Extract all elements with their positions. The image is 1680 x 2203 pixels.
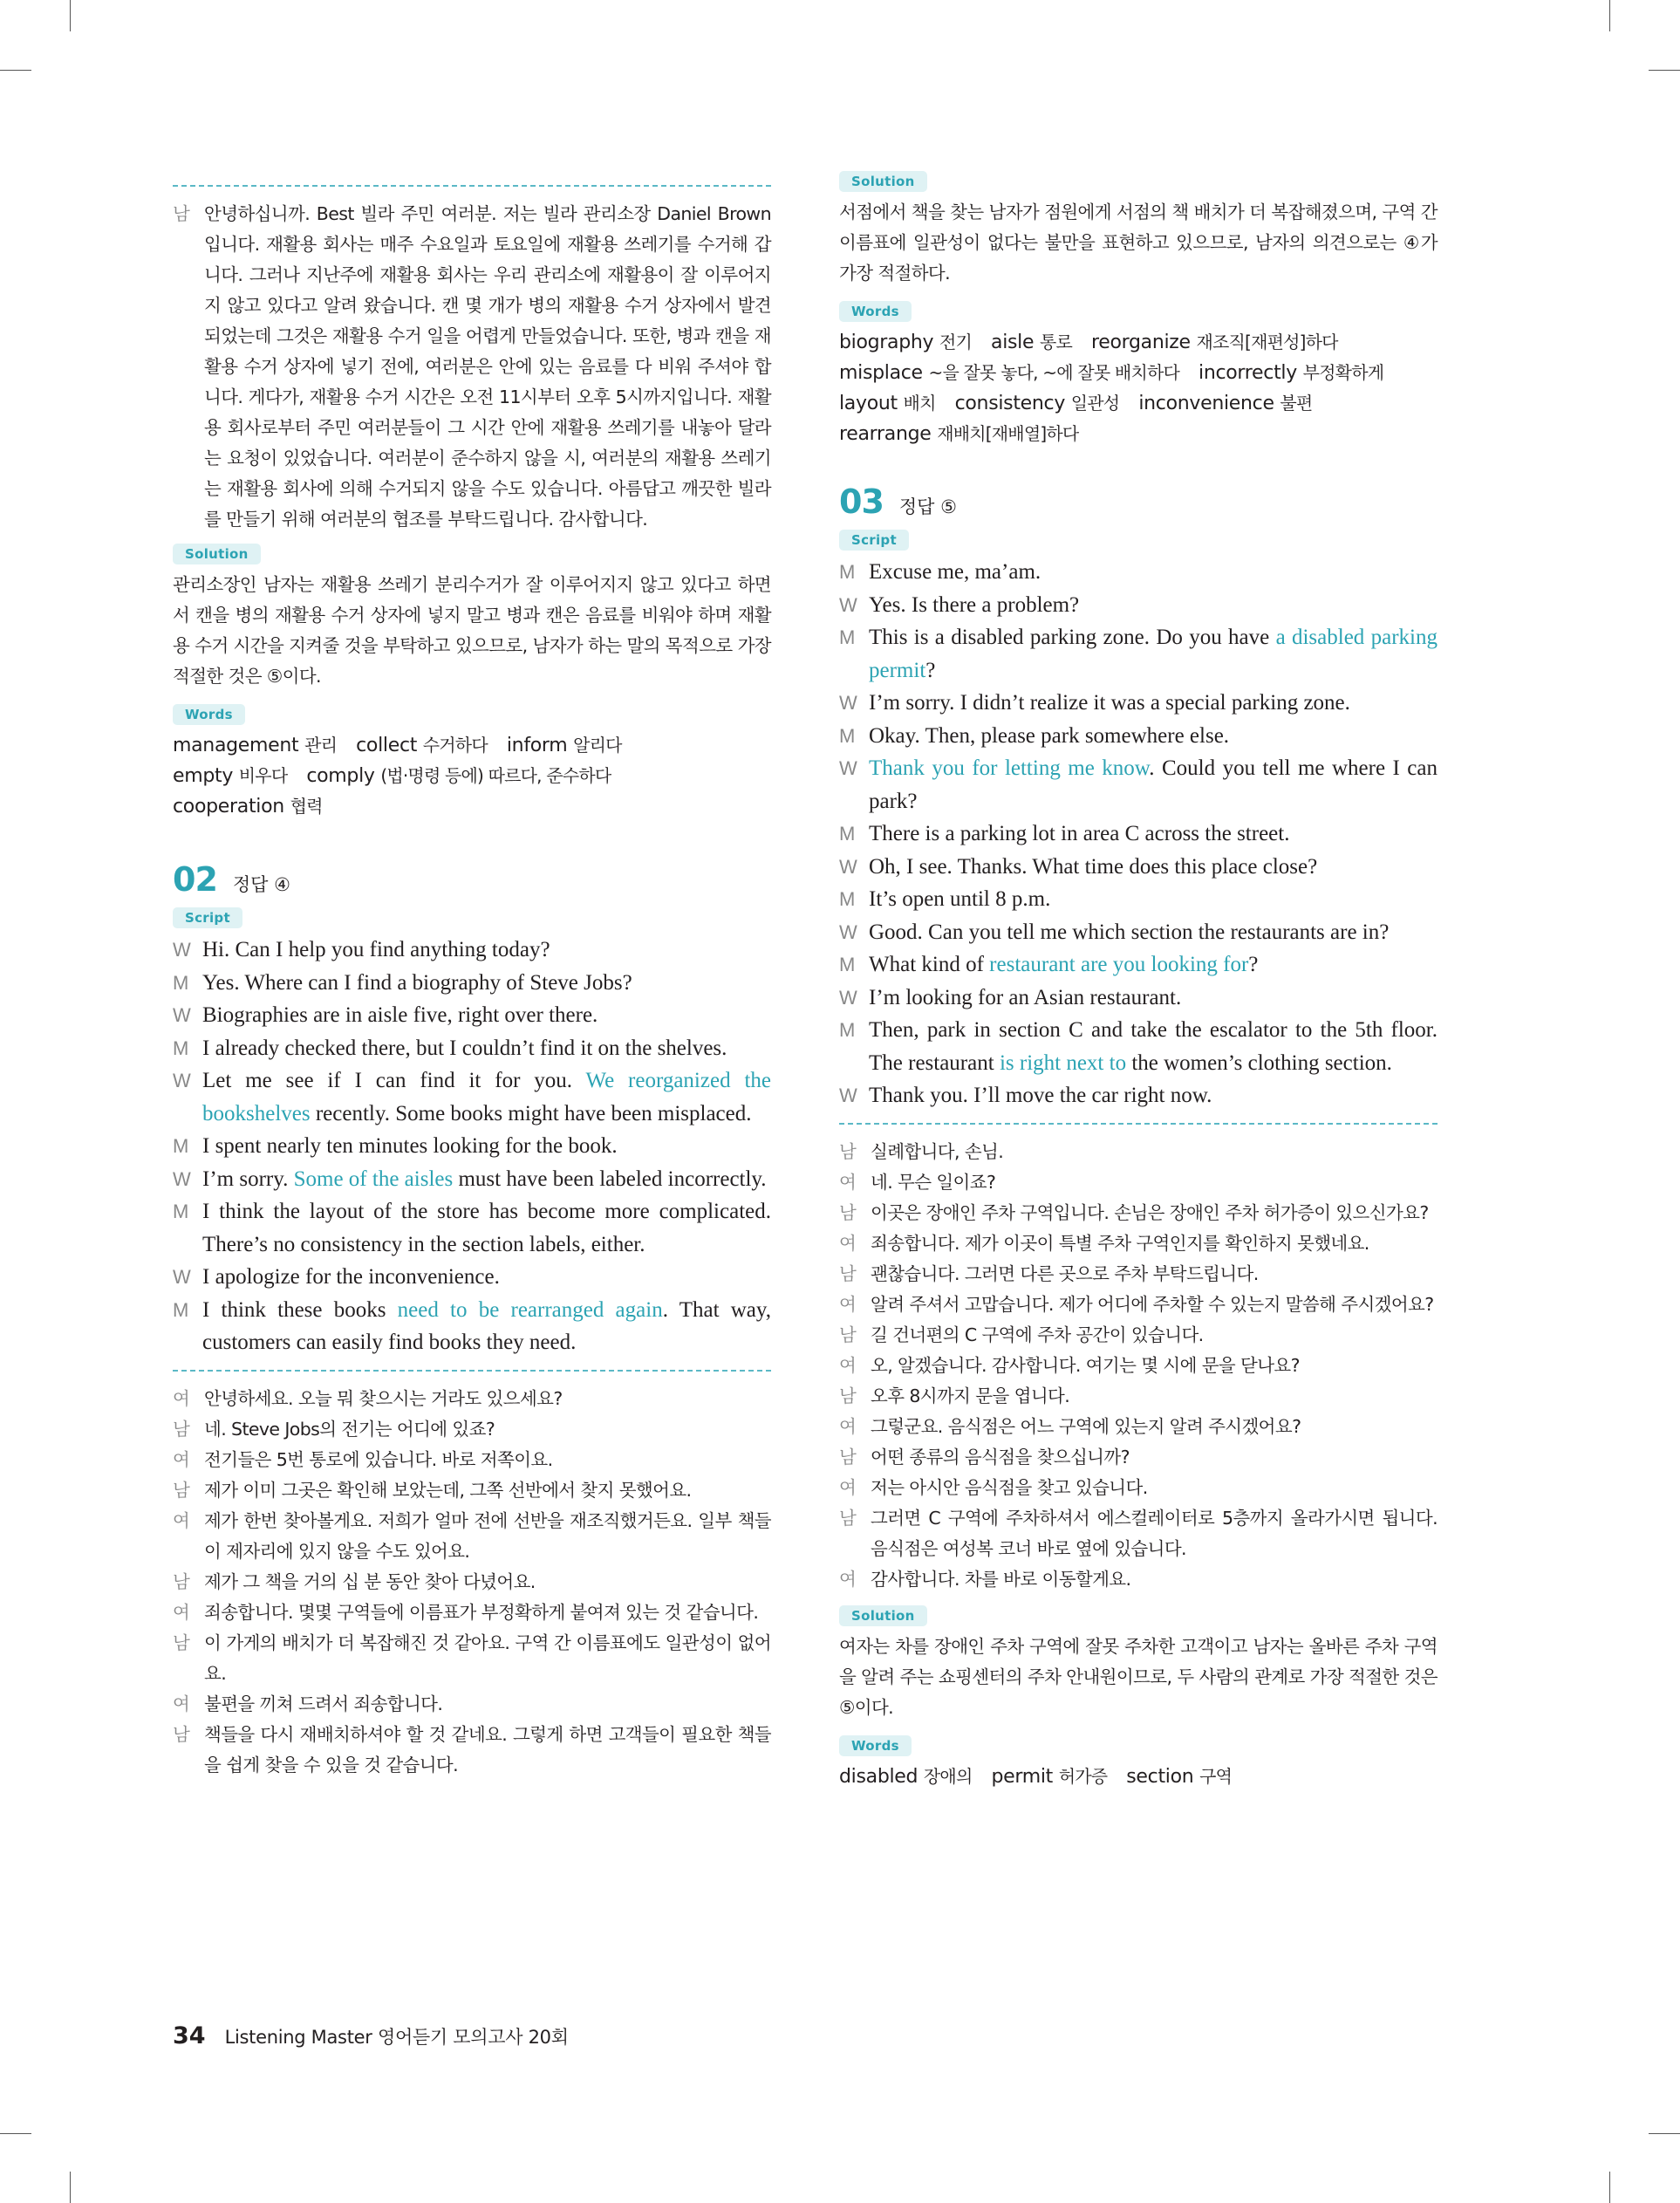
script-text	[869, 1079, 1438, 1112]
script-text	[869, 948, 1438, 982]
speaker-label: 남	[173, 203, 190, 224]
word-ko: 구역	[1199, 1765, 1233, 1787]
translation-text: 전기들은 5번 통로에 있습니다. 바로 저쪽이요.	[204, 1448, 553, 1470]
speaker-label: 남	[173, 1632, 190, 1653]
speaker-label: 여	[839, 1171, 857, 1193]
translation-text: 제가 이미 그곳은 확인해 보았는데, 그쪽 선반에서 찾지 못했어요.	[204, 1479, 692, 1501]
script-text	[202, 1163, 771, 1196]
script-phrase: Let me see if I can find it for you.	[202, 1069, 586, 1092]
script-phrase: I’m looking for an Asian restaurant.	[869, 985, 1182, 1009]
translation-line	[839, 1228, 1438, 1259]
speaker-label: M	[173, 971, 189, 994]
script-line	[839, 556, 1438, 589]
script-phrase: There is a parking lot in area C across the street.	[869, 822, 1290, 845]
highlighted-phrase: is right next to	[999, 1050, 1127, 1075]
speaker-label: 여	[839, 1568, 857, 1590]
word-entry	[991, 1766, 1107, 1788]
script-text	[869, 982, 1438, 1015]
crop-mark	[70, 2172, 71, 2203]
word-entry	[839, 423, 1078, 445]
script-phrase: Thank you. I’ll move the car right now.	[869, 1084, 1212, 1107]
word-entry	[839, 393, 936, 414]
script-phrase: I spent nearly ten minutes looking for the book.	[202, 1134, 618, 1158]
word-ko: 배치	[903, 393, 936, 414]
word-entry	[1126, 1766, 1232, 1788]
q03-words-badge: Words	[839, 1735, 912, 1756]
script-phrase: Oh, I see. Thanks. What time does this place close?	[869, 854, 1318, 879]
translation-text: 제가 한번 찾아볼게요. 저희가 얼마 전에 선반을 재조직했거든요. 일부 책들이 제자리에 있지 않을 수도 있어요.	[204, 1509, 771, 1562]
words-row	[173, 761, 771, 791]
script-text	[869, 589, 1438, 622]
q02-script	[173, 934, 771, 1359]
script-text	[202, 1032, 771, 1065]
word-en: permit	[991, 1765, 1053, 1788]
word-en: misplace	[839, 362, 923, 384]
divider	[839, 1123, 1438, 1125]
word-entry	[991, 332, 1072, 353]
speaker-label: 남	[839, 1385, 857, 1406]
crop-mark	[0, 2133, 31, 2134]
script-text	[202, 1294, 771, 1359]
words-row	[839, 388, 1438, 419]
script-phrase: ?	[925, 658, 936, 682]
word-entry	[1138, 393, 1312, 414]
page-footer	[173, 2022, 569, 2049]
translation-line	[173, 1384, 771, 1414]
translation-text: 저는 아시안 음식점을 찾고 있습니다.	[871, 1476, 1148, 1498]
word-entry	[173, 796, 323, 818]
script-text	[202, 934, 771, 967]
words-row	[173, 791, 771, 822]
q02-script-badge: Script	[173, 907, 242, 928]
script-line	[839, 1014, 1438, 1079]
script-phrase: Hi. Can I help you find anything today?	[202, 938, 550, 961]
script-text	[869, 818, 1438, 851]
speaker-label: 남	[173, 1570, 190, 1592]
speaker-label: W	[173, 1004, 191, 1026]
script-line	[839, 916, 1438, 949]
left-column	[173, 171, 771, 1781]
word-en: cooperation	[173, 796, 284, 818]
speaker-label: 남	[839, 1324, 857, 1345]
q02-solution-badge: Solution	[839, 171, 927, 192]
crop-mark	[70, 0, 71, 31]
script-phrase: Good. Can you tell me which section the restaurants are in?	[869, 920, 1390, 944]
translation-text: 죄송합니다. 몇몇 구역들에 이름표가 부정확하게 붙여져 있는 것 같습니다.	[204, 1601, 759, 1623]
speaker-label: 여	[839, 1293, 857, 1315]
translation-line	[839, 1320, 1438, 1351]
speaker-label: W	[173, 1266, 191, 1288]
word-en: aisle	[991, 332, 1035, 353]
divider	[173, 1370, 771, 1372]
word-entry	[173, 765, 287, 787]
speaker-label: M	[839, 823, 856, 845]
script-phrase: What kind of	[869, 953, 990, 976]
script-text	[869, 720, 1438, 753]
word-en: inform	[506, 735, 568, 756]
word-ko: 알리다	[573, 735, 622, 756]
words-row	[839, 419, 1438, 449]
speaker-label: W	[173, 939, 191, 961]
q01-words-badge: Words	[173, 704, 245, 725]
speaker-label: W	[839, 855, 857, 878]
script-phrase: . Could you tell me where I can park?	[869, 756, 1438, 813]
script-line	[173, 1130, 771, 1163]
speaker-label: W	[839, 692, 857, 714]
translation-line	[839, 1351, 1438, 1381]
word-ko: 통로	[1039, 332, 1072, 352]
translation-line	[839, 1442, 1438, 1473]
script-line	[839, 589, 1438, 622]
script-phrase: I think the layout of the store has become more complicated. There’s no consistency in the section labels, either.	[202, 1200, 771, 1256]
script-line	[839, 621, 1438, 687]
q02-number: 02	[173, 860, 217, 899]
translation-text: 그렇군요. 음식점은 어느 구역에 있는지 알려 주시겠어요?	[871, 1415, 1301, 1437]
speaker-label: M	[839, 954, 856, 975]
crop-mark	[1609, 2172, 1610, 2203]
translation-text: 네. 무슨 일이죠?	[871, 1171, 996, 1193]
script-phrase: It’s open until 8 p.m.	[869, 887, 1051, 911]
q02-answer: 정답 ④	[232, 874, 290, 895]
word-ko: (법·명령 등에) 따르다, 준수하다	[380, 765, 611, 786]
word-en: rearrange	[839, 423, 932, 445]
script-text	[202, 1261, 771, 1294]
script-line	[173, 1195, 771, 1261]
word-entry	[955, 393, 1120, 414]
word-en: layout	[839, 393, 898, 414]
translation-line	[173, 1506, 771, 1567]
page-number: 34	[173, 2022, 206, 2049]
translation-text: 오후 8시까지 문을 엽니다.	[871, 1385, 1070, 1406]
crop-mark	[0, 70, 31, 71]
translation-line	[839, 1259, 1438, 1290]
q02-words	[839, 327, 1438, 449]
words-row	[839, 1762, 1438, 1792]
q03-script	[839, 556, 1438, 1112]
speaker-label: 남	[173, 1723, 190, 1745]
translation-text: 실례합니다, 손님.	[871, 1140, 1004, 1162]
right-column	[839, 171, 1438, 1792]
translation-line	[173, 1567, 771, 1598]
script-text	[869, 687, 1438, 720]
highlighted-phrase: Thank you for letting me know	[869, 756, 1150, 780]
script-phrase: I already checked there, but I couldn’t find it on the shelves.	[202, 1036, 727, 1060]
script-line	[173, 1163, 771, 1196]
speaker-label: 남	[173, 1479, 190, 1501]
speaker-label: 여	[173, 1693, 190, 1714]
translation-text: 이곳은 장애인 주차 구역입니다. 손님은 장애인 주차 허가증이 있으신가요?	[871, 1201, 1429, 1223]
word-en: comply	[306, 765, 375, 787]
translation-text: 제가 그 책을 거의 십 분 동안 찾아 다녔어요.	[204, 1570, 536, 1592]
word-en: incorrectly	[1199, 362, 1297, 384]
translation-text: 책들을 다시 재배치하셔야 할 것 같네요. 그렇게 하면 고객들이 필요한 책들을 쉽게 찾을 수 있을 것 같습니다.	[204, 1723, 771, 1775]
speaker-label: 여	[839, 1354, 857, 1376]
word-ko: 일관성	[1070, 393, 1120, 414]
word-entry	[1091, 332, 1338, 353]
word-en: consistency	[954, 393, 1066, 414]
speaker-label: W	[173, 1167, 191, 1190]
speaker-label: 여	[173, 1387, 190, 1409]
q02-solution-text: 서점에서 책을 찾는 남자가 점원에게 서점의 책 배치가 더 복잡해졌으며, 구역 간 이름표에 일관성이 없다는 불만을 표현하고 있으므로, 남자의 의견으로는 ④가 가장 적절하다.	[839, 202, 1438, 284]
speaker-label: M	[839, 626, 856, 648]
translation-text: 안녕하세요. 오늘 뭐 찾으시는 거라도 있으세요?	[204, 1387, 563, 1409]
words-row	[173, 730, 771, 761]
word-ko: 비우다	[238, 765, 288, 786]
q03-script-badge: Script	[839, 530, 909, 551]
words-row	[839, 327, 1438, 358]
speaker-label: 남	[839, 1262, 857, 1284]
divider	[173, 185, 771, 187]
word-ko: 재배치[재배열]하다	[937, 423, 1079, 444]
translation-text: 네. Steve Jobs의 전기는 어디에 있죠?	[204, 1418, 495, 1440]
translation-line	[173, 1445, 771, 1475]
translation-line	[173, 1475, 771, 1506]
translation-line	[173, 1720, 771, 1781]
speaker-label: 남	[173, 1418, 190, 1440]
q02-translation	[173, 1384, 771, 1781]
word-entry	[839, 1766, 972, 1788]
q01-words	[173, 730, 771, 822]
translation-line	[173, 1689, 771, 1720]
script-line	[173, 1032, 771, 1065]
speaker-label: 여	[173, 1509, 190, 1531]
speaker-label: M	[173, 1298, 189, 1321]
word-entry	[173, 735, 337, 756]
speaker-label: M	[173, 1201, 189, 1222]
word-entry	[306, 765, 611, 787]
speaker-label: M	[839, 561, 856, 583]
translation-text: 길 건너편의 C 구역에 주차 공간이 있습니다.	[871, 1324, 1204, 1345]
word-ko: 장애의	[923, 1765, 973, 1787]
q02-header	[173, 860, 771, 899]
translation-text: 감사합니다. 차를 바로 이동할게요.	[871, 1568, 1131, 1590]
script-text	[202, 999, 771, 1032]
script-line	[173, 1064, 771, 1130]
word-en: management	[173, 735, 299, 756]
script-text	[869, 621, 1438, 687]
highlighted-phrase: a disabled parking permit	[869, 626, 1438, 682]
speaker-label: M	[839, 1019, 856, 1041]
script-phrase: Okay. Then, please park somewhere else.	[869, 723, 1230, 748]
crop-mark	[1649, 2133, 1680, 2134]
script-line	[839, 720, 1438, 753]
speaker-label: 남	[839, 1201, 857, 1223]
script-phrase: I’m sorry.	[202, 1166, 294, 1191]
q02-words-badge: Words	[839, 301, 912, 322]
speaker-label: 여	[173, 1601, 190, 1623]
highlighted-phrase: need to be rearranged again	[397, 1297, 663, 1322]
translation-line	[173, 1598, 771, 1628]
word-en: empty	[173, 765, 234, 787]
script-phrase: must have been labeled incorrectly.	[453, 1166, 767, 1191]
script-text	[869, 851, 1438, 884]
script-phrase: I apologize for the inconvenience.	[202, 1265, 500, 1289]
crop-mark	[1609, 0, 1610, 31]
speaker-label: 여	[839, 1232, 857, 1254]
speaker-label: 남	[839, 1507, 857, 1529]
q03-solution-text: 여자는 차를 장애인 주차 구역에 잘못 주차한 고객이고 남자는 올바른 주차 구역을 알려 주는 쇼핑센터의 주차 안내원이므로, 두 사람의 관계로 가장 적절한 것은 ⑤이다.	[839, 1635, 1438, 1718]
word-en: collect	[356, 735, 418, 756]
speaker-label: W	[173, 1070, 191, 1091]
script-line	[173, 999, 771, 1032]
script-phrase: the women’s clothing section.	[1126, 1050, 1392, 1075]
translation-line	[839, 1137, 1438, 1167]
word-entry	[839, 332, 972, 353]
script-text	[869, 916, 1438, 949]
script-phrase: ?	[1248, 953, 1259, 976]
speaker-label: 여	[839, 1415, 857, 1437]
word-entry	[839, 362, 1179, 384]
script-text	[202, 967, 771, 1000]
word-ko: 허가증	[1058, 1765, 1108, 1787]
script-line	[839, 851, 1438, 884]
script-phrase: Yes. Is there a problem?	[869, 592, 1080, 617]
q03-translation	[839, 1137, 1438, 1595]
speaker-label: 남	[839, 1140, 857, 1162]
word-ko: 부정확하게	[1302, 362, 1384, 383]
speaker-label: M	[839, 888, 856, 910]
speaker-label: W	[839, 1084, 857, 1106]
speaker-label: M	[839, 724, 856, 747]
translation-line	[173, 199, 771, 535]
script-phrase: I think these books	[202, 1297, 398, 1322]
script-line	[173, 1294, 771, 1359]
q01-solution-text: 관리소장인 남자는 재활용 쓰레기 분리수거가 잘 이루어지지 않고 있다고 하면서 캔을 병의 재활용 수거 상자에 넣지 말고 병과 캔은 음료를 비워야 하며 재활용 수거 시간을 지켜줄 것을 부탁하고 있으므로, 남자가 하는 말의 목적으로 가장 적절한 것은 ⑤이다.	[173, 574, 771, 687]
highlighted-phrase: Some of the aisles	[293, 1166, 454, 1191]
script-phrase: . That way, customers can easily find books they need.	[202, 1297, 772, 1354]
translation-line	[839, 1381, 1438, 1412]
translation-text: 오, 알겠습니다. 감사합니다. 여기는 몇 시에 문을 닫나요?	[871, 1354, 1300, 1376]
translation-line	[839, 1290, 1438, 1320]
translation-text: 안녕하십니까. Best 빌라 주민 여러분. 저는 빌라 관리소장 Daniel Brown입니다. 재활용 회사는 매주 수요일과 토요일에 재활용 쓰레기를 수거해 갑니다. 그러나 지난주에 재활용 회사는 우리 관리소에 재활용이 잘 이루어지지 않고 있다고 알려 왔습니다. 캔 몇 개가 병의 재활용 수거 상자에서 발견되었는데 그것은 재활용 수거 일을 어렵게 만들었습니다. 또한, 병과 캔을 재활용 수거 상자에 넣기 전에, 여러분은 안에 있는 음료를 다 비워 주셔야 합니다. 게다가, 재활용 수거 시간은 오전 11시부터 오후 5시까지입니다. 재활용 회사로부터 주민 여러분들이 그 시간 안에 재활용 쓰레기를 내놓아 달라는 요청이 있었습니다. 여러분이 준수하지 않을 시, 여러분의 재활용 쓰레기는 재활용 회사에 의해 수거되지 않을 수도 있습니다. 아름답고 깨끗한 빌라를 만들기 위해 여러분의 협조를 부탁드립니다. 감사합니다.	[204, 203, 771, 530]
translation-text: 죄송합니다. 제가 이곳이 특별 주차 구역인지를 확인하지 못했네요.	[871, 1232, 1369, 1254]
script-text	[869, 883, 1438, 916]
speaker-label: W	[839, 593, 857, 616]
script-line	[173, 967, 771, 1000]
translation-line	[173, 1414, 771, 1445]
highlighted-phrase: We reorganized the bookshelves	[202, 1069, 771, 1125]
script-text	[869, 1014, 1438, 1079]
translation-line	[839, 1198, 1438, 1228]
script-phrase: This is a disabled parking zone. Do you have	[869, 626, 1276, 649]
translation-line	[839, 1167, 1438, 1198]
word-ko: 재조직[재편성]하다	[1196, 332, 1338, 352]
word-ko: 불편	[1280, 393, 1313, 414]
script-phrase: Yes. Where can I find a biography of Steve Jobs?	[202, 970, 632, 995]
script-text	[202, 1130, 771, 1163]
translation-line	[839, 1412, 1438, 1442]
word-en: disabled	[839, 1765, 919, 1788]
script-line	[839, 818, 1438, 851]
word-ko: 협력	[290, 796, 323, 817]
script-line	[839, 752, 1438, 818]
script-line	[839, 883, 1438, 916]
word-entry	[1199, 362, 1383, 384]
speaker-label: 남	[839, 1446, 857, 1468]
translation-line	[839, 1564, 1438, 1595]
translation-text: 알려 주셔서 고맙습니다. 제가 어디에 주차할 수 있는지 말씀해 주시겠어요?	[871, 1293, 1434, 1315]
word-entry	[356, 735, 488, 756]
script-line	[839, 982, 1438, 1015]
translation-text: 괜찮습니다. 그러면 다른 곳으로 주차 부탁드립니다.	[871, 1262, 1259, 1284]
word-ko: 전기	[939, 332, 973, 352]
translation-line	[839, 1503, 1438, 1564]
q01-solution-badge: Solution	[173, 544, 261, 564]
footer-title: Listening Master 영어듣기 모의고사 20회	[224, 2027, 569, 2048]
script-line	[839, 687, 1438, 720]
word-ko: 수거하다	[422, 735, 488, 756]
script-text	[869, 556, 1438, 589]
script-phrase: I’m sorry. I didn’t realize it was a special parking zone.	[869, 691, 1350, 715]
speaker-label: W	[839, 920, 857, 943]
script-phrase: recently. Some books might have been misplaced.	[310, 1101, 752, 1125]
script-phrase: Excuse me, ma’am.	[869, 560, 1041, 584]
speaker-label: M	[173, 1037, 189, 1059]
script-text	[202, 1064, 771, 1130]
words-row	[839, 358, 1438, 388]
script-text	[202, 1195, 771, 1261]
speaker-label: W	[839, 986, 857, 1009]
q03-solution-badge: Solution	[839, 1605, 927, 1626]
script-line	[173, 934, 771, 967]
highlighted-phrase: restaurant are you looking for	[989, 953, 1249, 976]
script-line	[839, 948, 1438, 982]
translation-text: 어떤 종류의 음식점을 찾으십니까?	[871, 1446, 1130, 1468]
translation-text: 불편을 끼쳐 드려서 죄송합니다.	[204, 1693, 443, 1714]
script-line	[173, 1261, 771, 1294]
word-en: section	[1126, 1765, 1194, 1788]
q03-words	[839, 1762, 1438, 1792]
speaker-label: 여	[839, 1476, 857, 1498]
translation-line	[839, 1473, 1438, 1503]
q01-translation	[173, 199, 771, 535]
speaker-label: 여	[173, 1448, 190, 1470]
word-en: inconvenience	[1138, 393, 1274, 414]
q03-answer: 정답 ⑤	[898, 496, 957, 517]
script-text	[869, 752, 1438, 818]
script-phrase: Then, park in section C and take the escalator to the 5th floor. The restaurant	[869, 1018, 1438, 1075]
crop-mark	[1649, 70, 1680, 71]
word-entry	[507, 735, 622, 756]
word-en: reorganize	[1090, 332, 1191, 353]
translation-text: 그러면 C 구역에 주차하셔서 에스컬레이터로 5층까지 올라가시면 됩니다. 음식점은 여성복 코너 바로 옆에 있습니다.	[871, 1507, 1438, 1559]
translation-line	[173, 1628, 771, 1689]
script-line	[839, 1079, 1438, 1112]
translation-text: 이 가게의 배치가 더 복잡해진 것 같아요. 구역 간 이름표에도 일관성이 없어요.	[204, 1632, 771, 1684]
q03-header	[839, 482, 1438, 521]
q03-number: 03	[839, 482, 884, 521]
word-en: biography	[839, 332, 934, 353]
word-ko: 관리	[304, 735, 338, 756]
speaker-label: M	[173, 1135, 189, 1157]
script-phrase: Biographies are in aisle five, right over there.	[202, 1003, 598, 1027]
speaker-label: W	[839, 757, 857, 779]
word-ko: ~을 잘못 놓다, ~에 잘못 배치하다	[928, 362, 1180, 383]
